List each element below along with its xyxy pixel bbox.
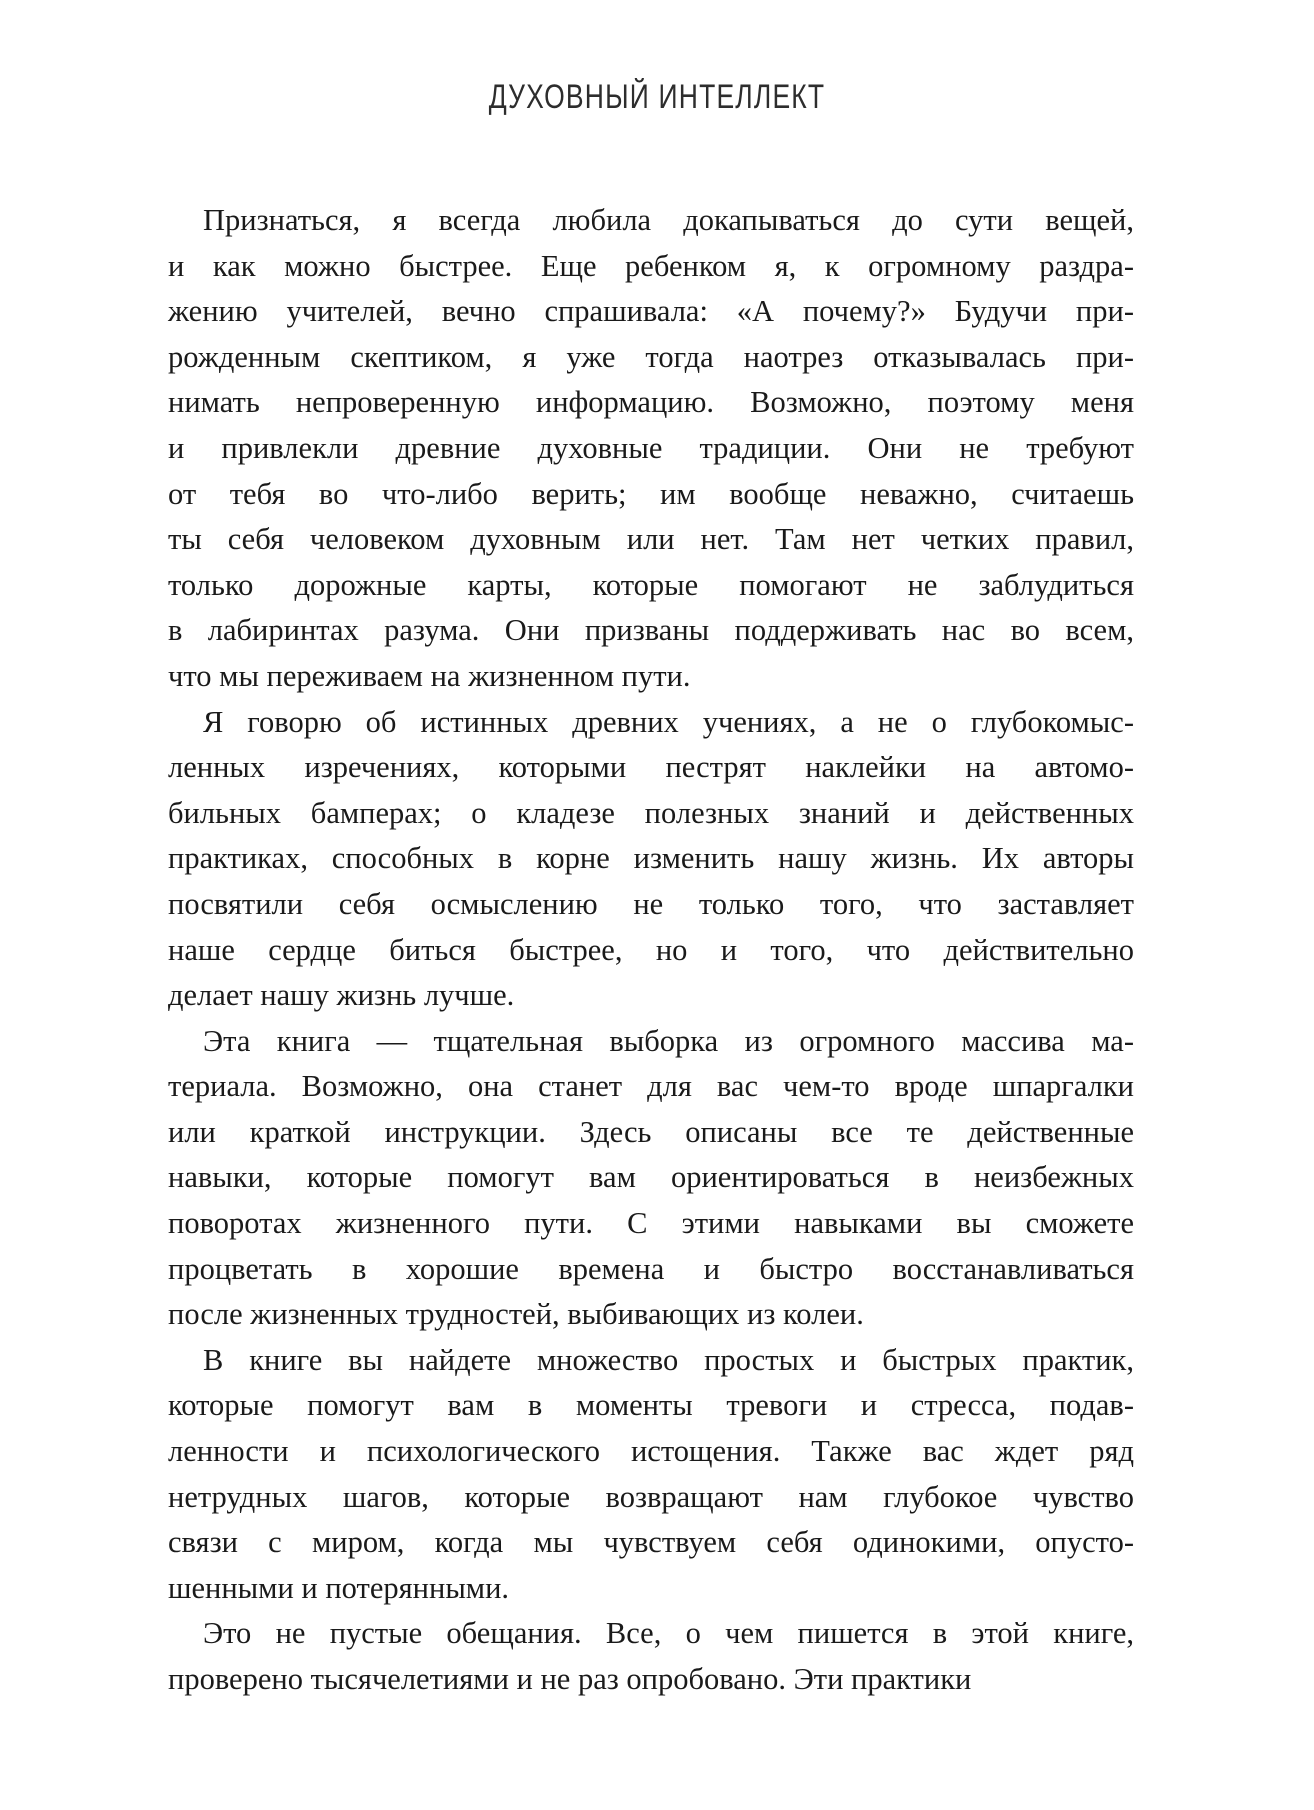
text-line: бильных бамперах; о кладезе полезных знаний и действенных	[168, 795, 1134, 830]
text-line: Эта книга — тщательная выборка из огромного массива ма-	[203, 1023, 1134, 1058]
text-line: посвятили себя осмыслению не только того, что заставляет	[168, 886, 1134, 921]
text-line: поворотах жизненного пути. С этими навыками вы сможете	[168, 1206, 1134, 1241]
text-line: связи с миром, когда мы чувствуем себя одинокими, опусто-	[168, 1525, 1134, 1560]
text-line: что мы переживаем на жизненном пути.	[168, 658, 691, 693]
text-line: навыки, которые помогут вам ориентироваться в неизбежных	[168, 1160, 1134, 1195]
text-line: только дорожные карты, которые помогают не заблудиться	[168, 567, 1134, 602]
text-line: делает нашу жизнь лучше.	[168, 978, 515, 1013]
text-line: ты себя человеком духовным или нет. Там нет четких правил,	[168, 522, 1134, 557]
text-line: В книге вы найдете множество простых и быстрых практик,	[203, 1342, 1134, 1377]
text-line: и привлекли древние духовные традиции. Они не требуют	[168, 430, 1134, 465]
paragraph	[168, 198, 1134, 700]
paragraph	[168, 1019, 1134, 1338]
text-line: Признаться, я всегда любила докапываться до сути вещей,	[203, 203, 1134, 237]
body-text	[168, 198, 1134, 1703]
text-line: или краткой инструкции. Здесь описаны все те действенные	[168, 1114, 1134, 1149]
text-line: проверено тысячелетиями и не раз опробовано. Эти практики	[168, 1662, 972, 1696]
paragraph	[168, 1611, 1134, 1702]
paragraph	[168, 1338, 1134, 1612]
text-line: Я говорю об истинных древних учениях, а не о глубокомыс-	[203, 704, 1134, 739]
text-line: рожденным скептиком, я уже тогда наотрез отказывалась при-	[168, 339, 1134, 374]
text-line: Это не пустые обещания. Все, о чем пишется в этой книге,	[203, 1616, 1134, 1651]
text-line: наше сердце биться быстрее, но и того, что действительно	[168, 932, 1134, 967]
text-line: которые помогут вам в моменты тревоги и стресса, подав-	[168, 1388, 1134, 1423]
page-header: ДУХОВНЫЙ ИНТЕЛЛЕКТ	[488, 78, 826, 116]
text-line: в лабиринтах разума. Они призваны поддерживать нас во всем,	[168, 613, 1134, 648]
text-line: нетрудных шагов, которые возвращают нам глубокое чувство	[168, 1479, 1134, 1514]
paragraph	[168, 700, 1134, 1019]
text-line: после жизненных трудностей, выбивающих из колеи.	[168, 1297, 864, 1332]
text-line: практиках, способных в корне изменить нашу жизнь. Их авторы	[168, 841, 1134, 876]
text-line: шенными и потерянными.	[168, 1570, 510, 1605]
text-line: от тебя во что-либо верить; им вообще неважно, считаешь	[168, 476, 1134, 511]
text-line: процветать в хорошие времена и быстро восстанавливаться	[168, 1251, 1134, 1286]
text-line: нимать непроверенную информацию. Возможно, поэтому меня	[168, 385, 1134, 420]
text-line: ленности и психологического истощения. Также вас ждет ряд	[168, 1434, 1134, 1469]
text-line: ленных изречениях, которыми пестрят наклейки на автомо-	[168, 750, 1134, 785]
text-line: териала. Возможно, она станет для вас чем-то вроде шпаргалки	[168, 1069, 1134, 1104]
text-line: жению учителей, вечно спрашивала: «А почему?» Будучи при-	[168, 294, 1134, 329]
text-line: и как можно быстрее. Еще ребенком я, к огромному раздра-	[168, 248, 1134, 283]
